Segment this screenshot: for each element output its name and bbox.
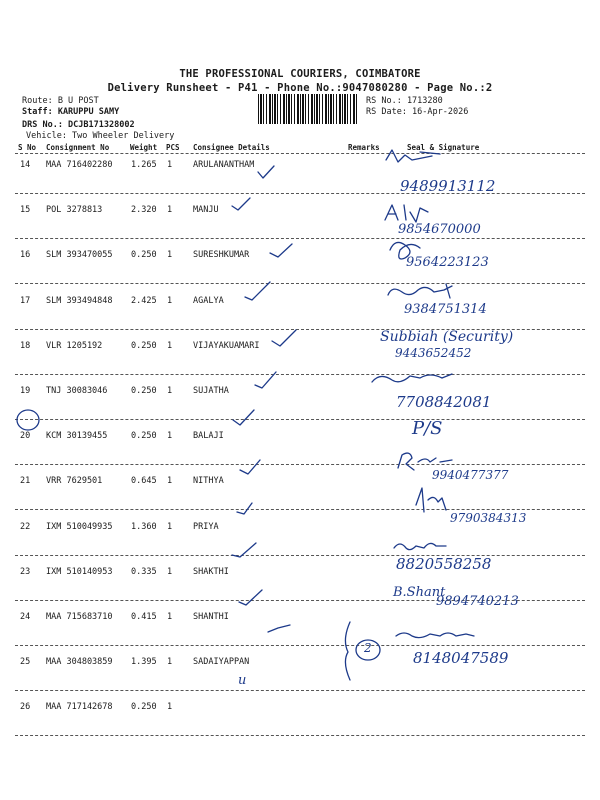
route-label: Route: B U POST [22,96,99,106]
cell-name: SHANTHI [193,612,229,622]
cell-name: SUJATHA [193,386,229,396]
cell-cons: VLR 1205192 [46,340,103,351]
cell-weight: 0.645 [131,476,157,487]
cell-cons: POL 3278813 [46,205,103,216]
cell-name: BALAJI [193,431,224,442]
check-mark [270,244,292,257]
check-mark [233,410,254,425]
cell-weight: 0.250 [131,340,157,351]
cell-name: SADAIYAPPAN [193,657,250,668]
cell-weight: 0.415 [131,612,157,622]
cell-weight: 0.250 [131,431,157,442]
cell-weight: 2.425 [131,295,157,306]
company-title: THE PROFESSIONAL COURIERS, COIMBATORE [179,68,421,80]
check-mark [240,460,260,474]
handwritten-mark: u [238,673,247,688]
check-mark [232,543,256,557]
col-weight: Weight [130,143,158,152]
cell-weight: 1.265 [131,160,157,170]
cell-cons: MAA 304803859 [46,657,113,668]
cell-sno: 26 [20,702,31,713]
cell-pcs: 1 [167,295,173,306]
handwritten-phone: 9854670000 [398,222,481,237]
cell-name: MANJU [193,205,219,216]
handwritten-phone: 9384751314 [404,302,487,317]
cell-cons: MAA 716402280 [46,160,113,170]
cell-pcs: 1 [167,340,173,351]
cell-weight: 2.320 [131,205,157,216]
cell-weight: 0.335 [131,566,157,577]
handwritten-phone: 9489913112 [400,177,496,195]
signature-scribble [390,242,420,259]
cell-sno: 23 [20,566,31,577]
drs-label: DRS No.: DCJB171328002 [22,120,135,130]
check-mark [245,282,270,300]
cell-sno: 25 [20,657,31,668]
signature-scribble [386,150,440,162]
signature-scribble [388,284,452,298]
cell-pcs: 1 [167,702,173,713]
circle-mark [356,640,380,660]
bracket-mark [345,622,350,680]
cell-pcs: 1 [167,205,173,216]
cell-sno: 22 [20,521,31,532]
col-consignee: Consignee Details [193,143,270,152]
cell-name: SHAKTHI [193,566,229,577]
check-mark [268,625,290,632]
cell-pcs: 1 [167,566,173,577]
cell-pcs: 1 [167,160,173,170]
handwritten-phone: 9790384313 [450,511,527,525]
cell-cons: SLM 393494848 [46,295,113,306]
cell-cons: KCM 30139455 [46,431,108,442]
cell-weight: 0.250 [131,386,157,396]
signature-scribble [385,205,428,222]
check-mark [255,372,276,388]
row-number-circle [17,410,39,430]
cell-sno: 16 [20,250,31,261]
col-sno: S No [18,143,37,152]
col-signature: Seal & Signature [407,143,480,152]
cell-name: ARULANANTHAM [193,160,255,170]
cell-weight: 0.250 [131,250,157,261]
staff-label: Staff: KARUPPU SAMY [22,107,120,117]
cell-weight: 1.395 [131,657,157,668]
cell-sno: 14 [20,160,31,170]
handwritten-circle-number: 2 [364,641,372,655]
cell-name: AGALYA [193,295,224,306]
cell-name: SURESHKUMAR [193,250,250,261]
signature-scribble [372,374,452,382]
cell-cons: TNJ 30083046 [46,386,108,396]
vehicle-label: Vehicle: Two Wheeler Delivery [26,131,175,141]
cell-pcs: 1 [167,250,173,261]
cell-sno: 17 [20,295,31,306]
cell-cons: MAA 717142678 [46,702,113,713]
cell-cons: MAA 715683710 [46,612,113,622]
cell-pcs: 1 [167,521,173,532]
cell-pcs: 1 [167,431,173,442]
cell-sno: 18 [20,340,31,351]
handwritten-phone: 9443652452 [395,346,472,360]
signature-scribble [394,543,446,549]
cell-cons: IXM 510049935 [46,521,113,532]
cell-weight: 0.250 [131,702,157,713]
check-mark [239,590,262,605]
cell-sno: 21 [20,476,31,487]
check-mark [232,198,250,210]
signature-scribble [398,453,452,470]
handwritten-phone: 8148047589 [413,649,509,667]
signature-scribble [416,488,446,512]
col-consignment: Consignment No [46,143,110,152]
cell-name: VIJAYAKUAMARI [193,340,260,351]
col-remarks: Remarks [348,143,380,152]
signature-scribble [396,633,474,638]
handwritten-phone: 8820558258 [396,555,492,573]
cell-cons: IXM 510140953 [46,566,113,577]
handwritten-phone: 9564223123 [406,255,489,270]
col-pcs: PCS [166,143,180,152]
cell-sno: 15 [20,205,31,216]
cell-cons: SLM 393470055 [46,250,113,261]
handwritten-phone: 9940477377 [432,468,509,482]
cell-pcs: 1 [167,386,173,396]
check-mark [237,503,252,514]
check-mark [258,166,274,178]
cell-sno: 20 [20,431,31,442]
handwritten-phone: 7708842081 [396,393,492,411]
cell-name: PRIYA [193,521,219,532]
handwritten-signature: B.Shant [393,585,446,600]
runsheet-subtitle: Delivery Runsheet - P41 - Phone No.:9047080280 - Page No.:2 [107,82,493,94]
cell-pcs: 1 [167,657,173,668]
cell-pcs: 1 [167,476,173,487]
cell-sno: 24 [20,612,31,622]
handwritten-ps: P/S [412,418,443,439]
cell-cons: VRR 7629501 [46,476,103,487]
handwritten-phone: 9894740213 [436,594,519,609]
rs-number: RS No.: 1713280 [366,96,443,106]
cell-name: NITHYA [193,476,224,487]
handwritten-signature: Subbiah (Security) [380,329,514,345]
cell-sno: 19 [20,386,31,396]
cell-pcs: 1 [167,612,173,622]
rs-date: RS Date: 16-Apr-2026 [366,107,469,117]
cell-weight: 1.360 [131,521,157,532]
check-mark [272,330,296,346]
